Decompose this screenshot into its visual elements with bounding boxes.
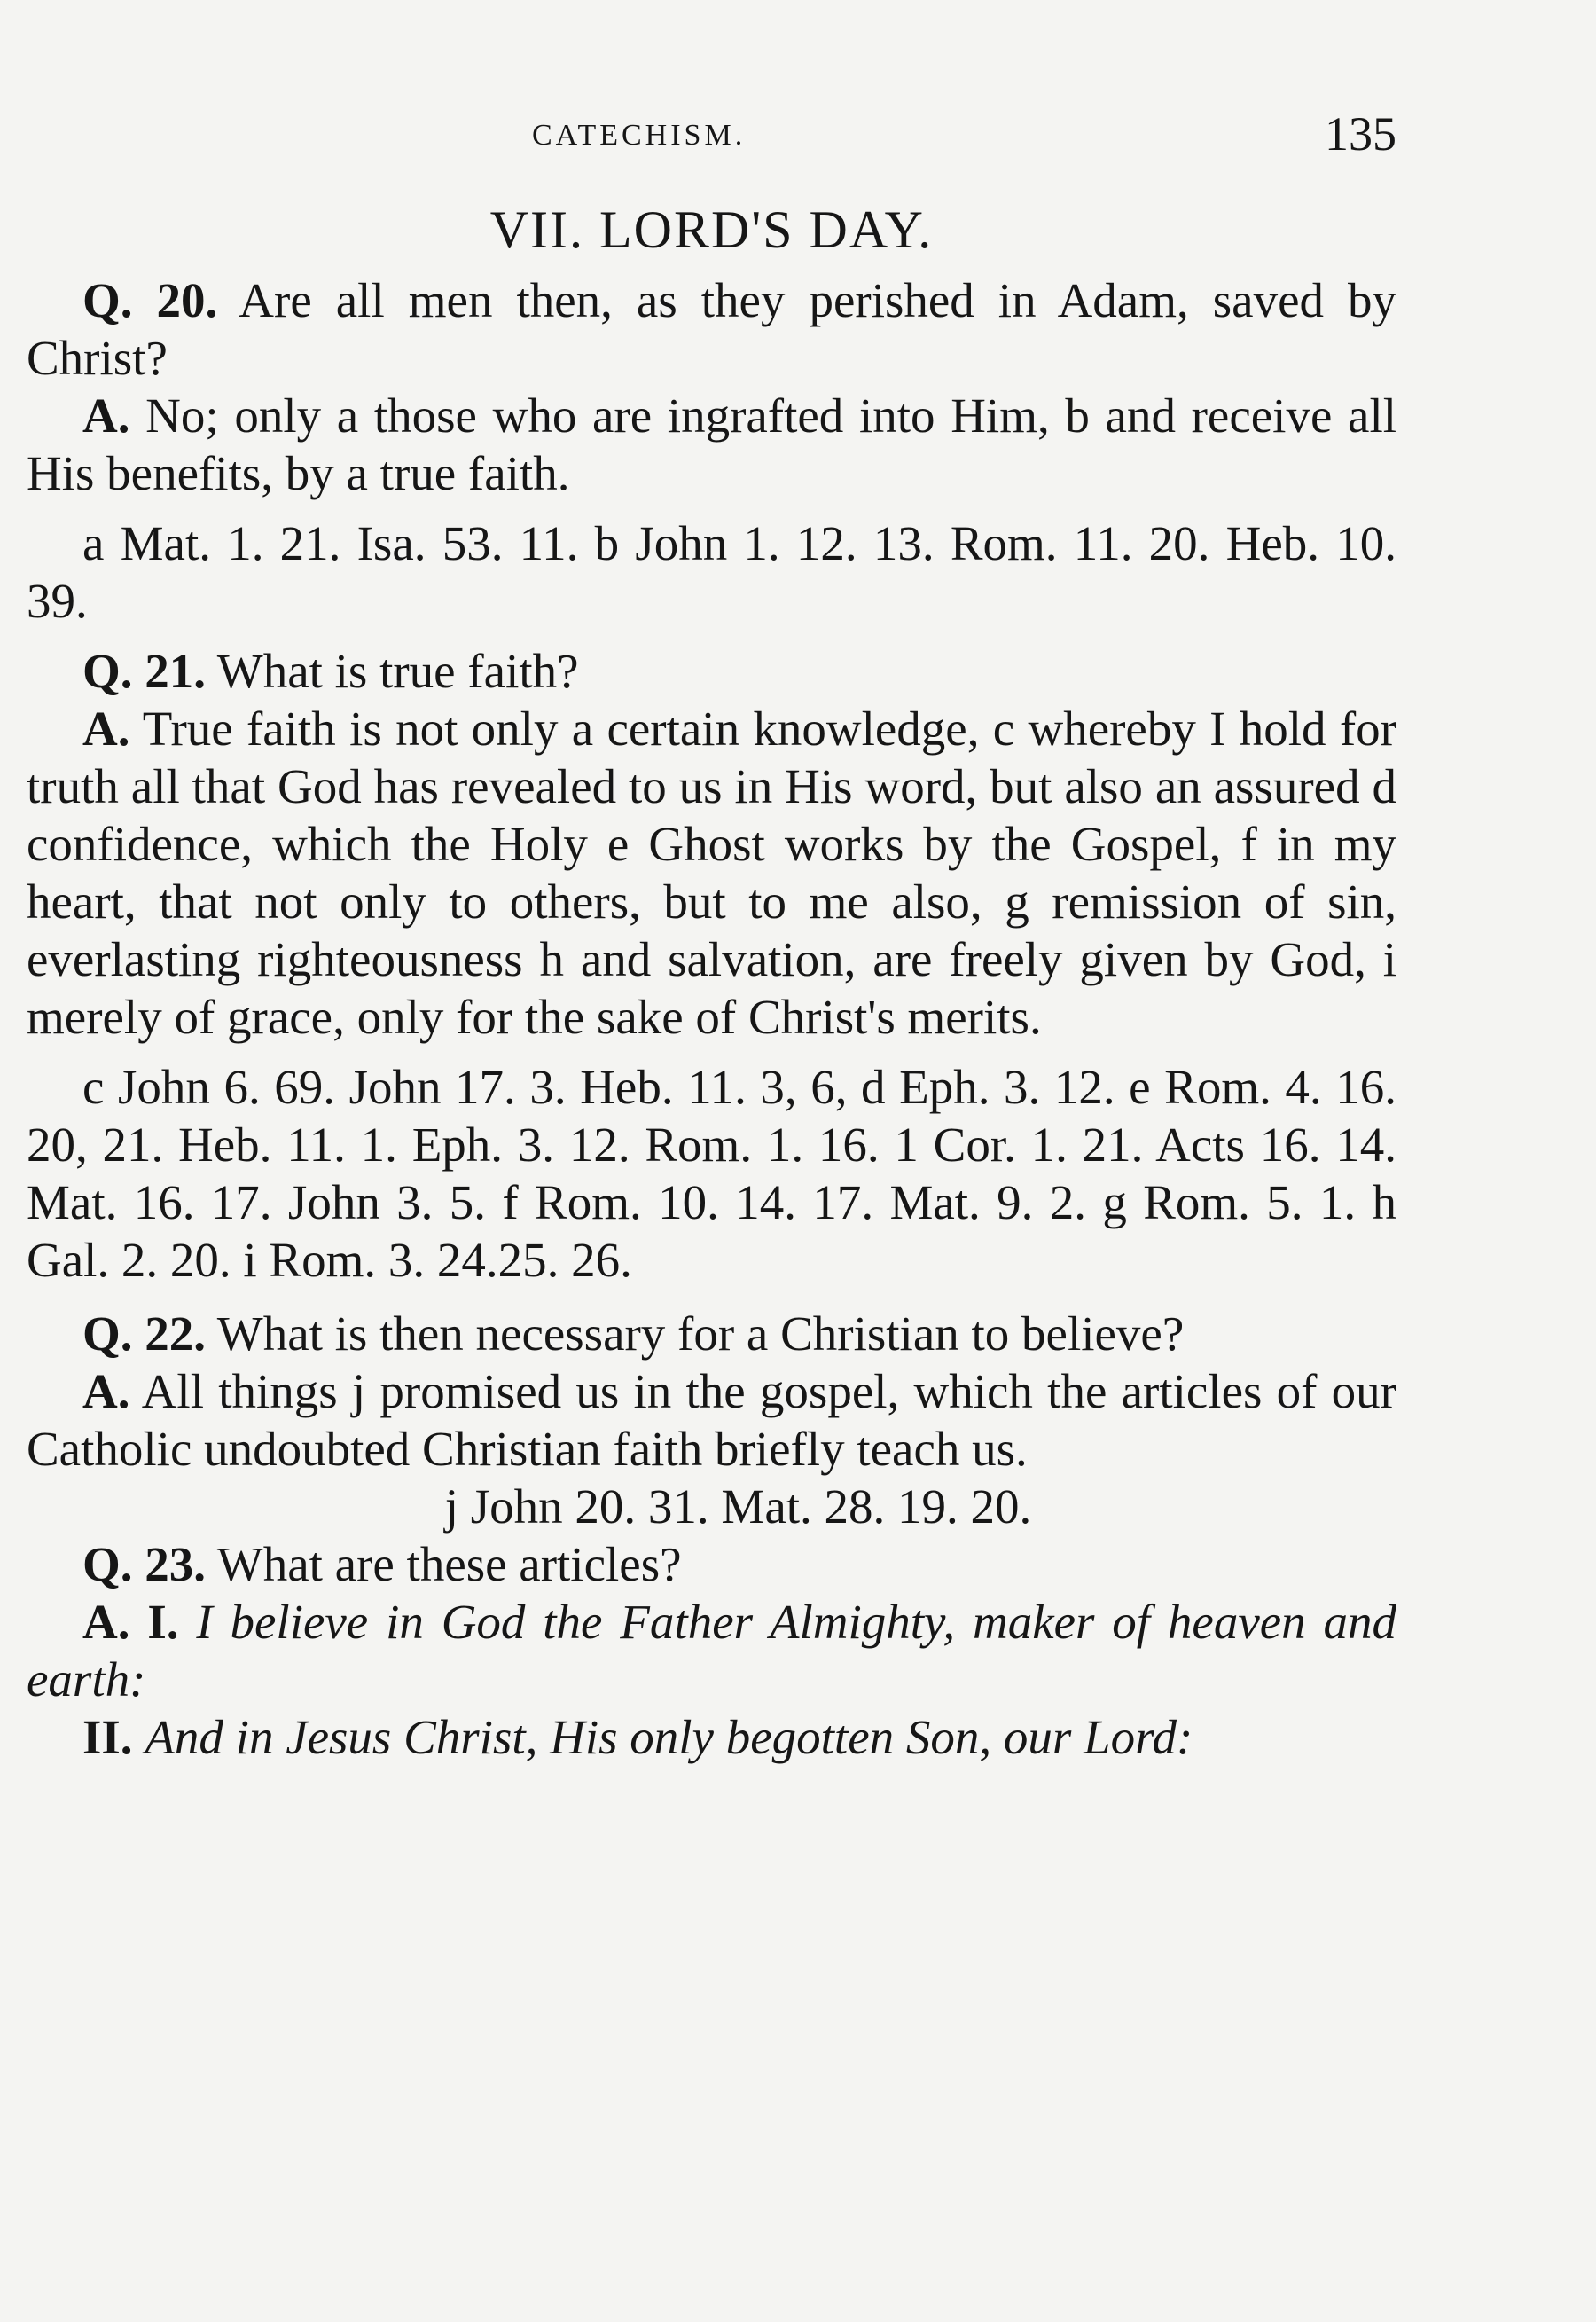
answer-22 <box>27 1362 1396 1478</box>
answer-text: All things j promised us in the gospel, which the articles of our Catholic undoubted Christian faith briefly teach us. <box>27 1364 1396 1476</box>
question-21 <box>27 642 1396 700</box>
answer-23 <box>27 1593 1396 1708</box>
running-head <box>27 106 1396 169</box>
answer-20 <box>27 387 1396 502</box>
answer-label: A. I. <box>82 1595 179 1649</box>
answer-21 <box>27 700 1396 1046</box>
question-23 <box>27 1535 1396 1593</box>
answer-label: A. <box>82 388 130 443</box>
article-2-text: And in Jesus Christ, His only begotten Son, our Lord: <box>145 1710 1193 1764</box>
answer-label: A. <box>82 702 130 756</box>
scripture-references-22: j John 20. 31. Mat. 28. 19. 20. <box>444 1479 1032 1534</box>
question-label: Q. 20. <box>82 273 218 327</box>
question-20 <box>27 271 1396 387</box>
scripture-references-21: c John 6. 69. John 17. 3. Heb. 11. 3, 6, d Eph. 3. 12. e Rom. 4. 16. 20, 21. Heb. 11. 1. Eph. 3. 12. Rom. 1. 16. 1 Cor. 1. 21. Acts 16. 14. Mat. 16. 17. John 3. 5. f Rom. 10. 14. 17. Mat. 9. 2. g Rom. 5. 1. h Gal. 2. 20. i Rom. 3. 24.25. 26. <box>27 1060 1396 1287</box>
article-1-text: I believe in God the Father Almighty, maker of heaven and earth: <box>27 1595 1397 1706</box>
answer-text: True faith is not only a certain knowledge, c whereby I hold for truth all that God has revealed to us in His word, but also an assured d confidence, which the Holy e Ghost works by the Gospel, f in my heart, that not only to others, but to me also, g remission of sin, everlasting righteousness h and salvation, are freely given by God, i merely of grace, only for the sake of Christ's merits. <box>27 702 1396 1044</box>
section-heading: VII. LORD'S DAY. <box>489 200 934 259</box>
question-text: What is true faith? <box>216 644 579 698</box>
scripture-references-20: a Mat. 1. 21. Isa. 53. 11. b John 1. 12. 13. Rom. 11. 20. Heb. 10. 39. <box>27 516 1396 628</box>
running-title: CATECHISM. <box>532 119 747 152</box>
question-label: Q. 22. <box>82 1306 207 1361</box>
question-label: Q. 21. <box>82 644 207 698</box>
answer-text: No; only a those who are ingrafted into Him, b and receive all His benefits, by a true faith. <box>27 388 1396 500</box>
page-number: 135 <box>1325 107 1396 161</box>
article-label: II. <box>82 1710 133 1764</box>
question-22 <box>27 1305 1396 1362</box>
question-text: Are all men then, as they perished in Adam, saved by Christ? <box>27 273 1396 385</box>
question-text: What are these articles? <box>216 1537 682 1591</box>
book-page <box>27 106 1396 1766</box>
question-label: Q. 23. <box>82 1537 207 1591</box>
answer-label: A. <box>82 1364 130 1418</box>
question-text: What is then necessary for a Christian to believe? <box>216 1306 1185 1361</box>
article-2 <box>27 1708 1396 1766</box>
